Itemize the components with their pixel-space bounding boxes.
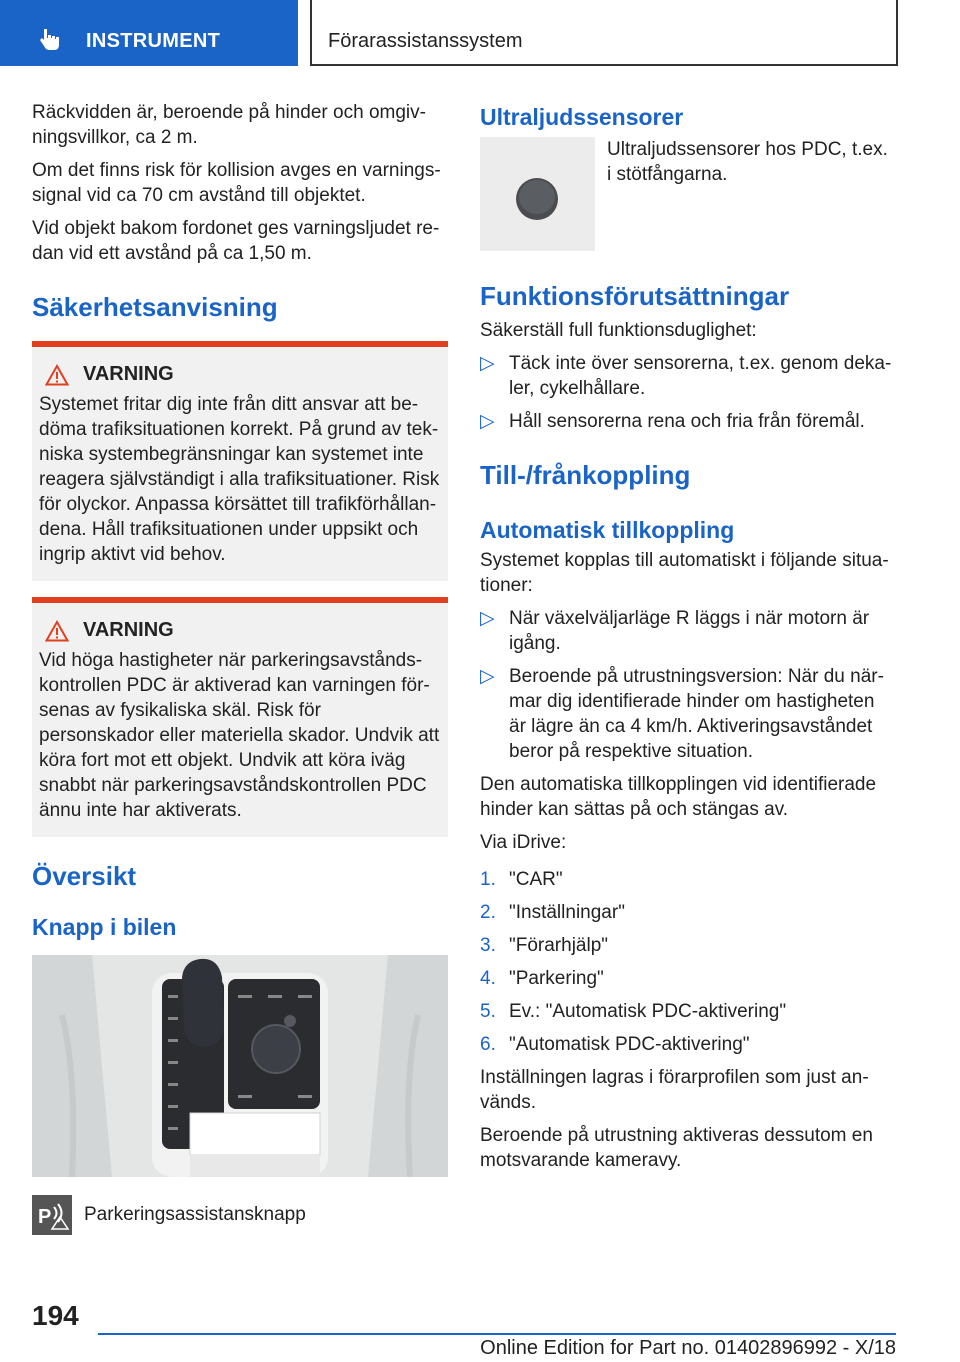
toggle-heading: Till-/frånkoppling [480, 460, 691, 490]
closing-paragraph-2: Beroende på utrustning aktiveras dessutom en motsvarande kameravy. [480, 1125, 873, 1171]
triangle-bullet-icon: ▷ [480, 666, 495, 687]
footer-divider [98, 1333, 896, 1335]
intro-paragraph-3: Vid objekt bakom fordonet ges varningsljudet redan vid ett avstånd på ca 1,50 m. [32, 218, 440, 264]
list-item: ▷ Håll sensorerna rena och fria från föremål. [480, 411, 865, 432]
intro-paragraph-2: Om det finns risk för kollision avges en varningssignal vid ca 70 cm avstånd till objektet. [32, 160, 441, 206]
requirements-intro: Säkerställ full funktionsduglighet: [480, 320, 757, 341]
right-column [480, 100, 896, 1181]
sensors-heading: Ultraljudssensorer [480, 104, 684, 130]
sensors-text: Ultraljudssensorer hos PDC, t.ex. i stötfångarna. [607, 139, 888, 185]
chapter-tab [0, 0, 298, 66]
button-caption: Parkeringsassistansknapp [84, 1204, 306, 1225]
warning-text-1: Systemet fritar dig inte från ditt ansvar att bedöma trafiksituationen korrekt. På grund av tekniska systembegränsningar kan systemet inte reagera självständigt i alla trafiksituationer. Risk för olyckor. Anpassa körsättet till trafikförhållandena. Håll trafiksituationen under uppsikt och ingrip aktivt vid behov. [39, 394, 440, 565]
list-item: ▷ Beroende på utrustningsversion: När du närmar dig identifierade hinder om hastigheten är lägre än ca 4 km/h. Aktiveringsavståndet beror på respektive situation. [480, 666, 884, 762]
warning-title-1: VARNING [83, 363, 174, 385]
edition-text: Online Edition for Part no. 01402896992 - X/18 [480, 1337, 896, 1359]
sensor-block [480, 137, 896, 251]
auto-heading: Automatisk tillkoppling [480, 517, 735, 543]
triangle-bullet-icon: ▷ [480, 608, 495, 629]
step-item: 3. "Förarhjälp" [480, 935, 609, 956]
steps-list [480, 867, 896, 1057]
step-item: 1. "CAR" [480, 869, 563, 890]
chapter-title: INSTRUMENT [86, 30, 221, 52]
warning-title-2: VARNING [83, 619, 174, 641]
warning-triangle-icon [45, 364, 69, 386]
step-item: 4. "Parkering" [480, 968, 604, 989]
left-column [32, 100, 448, 1235]
step-item: 5. Ev.: "Automatisk PDC-aktivering" [480, 1001, 787, 1022]
requirements-list [480, 351, 896, 434]
intro-paragraph-1: Räckvidden är, beroende på hinder och omgivningsvillkor, ca 2 m. [32, 102, 426, 148]
list-item: ▷ När växelväljarläge R läggs i när motorn är igång. [480, 608, 870, 654]
svg-text:P: P [38, 1206, 52, 1228]
closing-paragraph-1: Inställningen lagras i förarprofilen som just används. [480, 1067, 869, 1113]
triangle-bullet-icon: ▷ [480, 353, 495, 374]
section-header [310, 0, 898, 66]
parking-assist-icon [32, 1195, 72, 1235]
warning-box-1 [32, 341, 448, 581]
sensor-photo [480, 137, 595, 251]
button-heading: Knapp i bilen [32, 914, 177, 940]
warning-text-2: Vid höga hastigheter när parkeringsavståndskontrollen PDC är aktiverad kan varningen försenas av fysikaliska skäl. Risk för personskador eller materiella skador. Undvik att köra fort mot ett objekt. Undvik att köra iväg snabbt när parkeringsavståndskontrollen PDC ännu inte har aktiverats. [39, 650, 440, 821]
auto-note: Den automatiska tillkopplingen vid identifierade hinder kan sättas på och stängas av. [480, 774, 877, 820]
page-number: 194 [32, 1300, 79, 1331]
auto-intro: Systemet kopplas till automatiskt i följande situationer: [480, 550, 889, 596]
via-idrive: Via iDrive: [480, 832, 567, 853]
warning-triangle-icon [45, 620, 69, 642]
triangle-bullet-icon: ▷ [480, 411, 495, 432]
step-item: 2. "Inställningar" [480, 902, 625, 923]
hand-pointer-icon [38, 26, 64, 52]
warning-box-2 [32, 597, 448, 837]
list-item: ▷ Täck inte över sensorerna, t.ex. genom dekaler, cykelhållare. [480, 353, 892, 399]
caption-row [32, 1195, 448, 1235]
overview-heading: Översikt [32, 861, 137, 891]
section-title: Förarassistanssystem [328, 30, 523, 52]
requirements-heading: Funktionsförutsättningar [480, 281, 790, 311]
step-item: 6. "Automatisk PDC-aktivering" [480, 1034, 750, 1055]
auto-list [480, 606, 896, 764]
center-console-photo [32, 955, 448, 1177]
safety-heading: Säkerhetsanvisning [32, 292, 278, 322]
